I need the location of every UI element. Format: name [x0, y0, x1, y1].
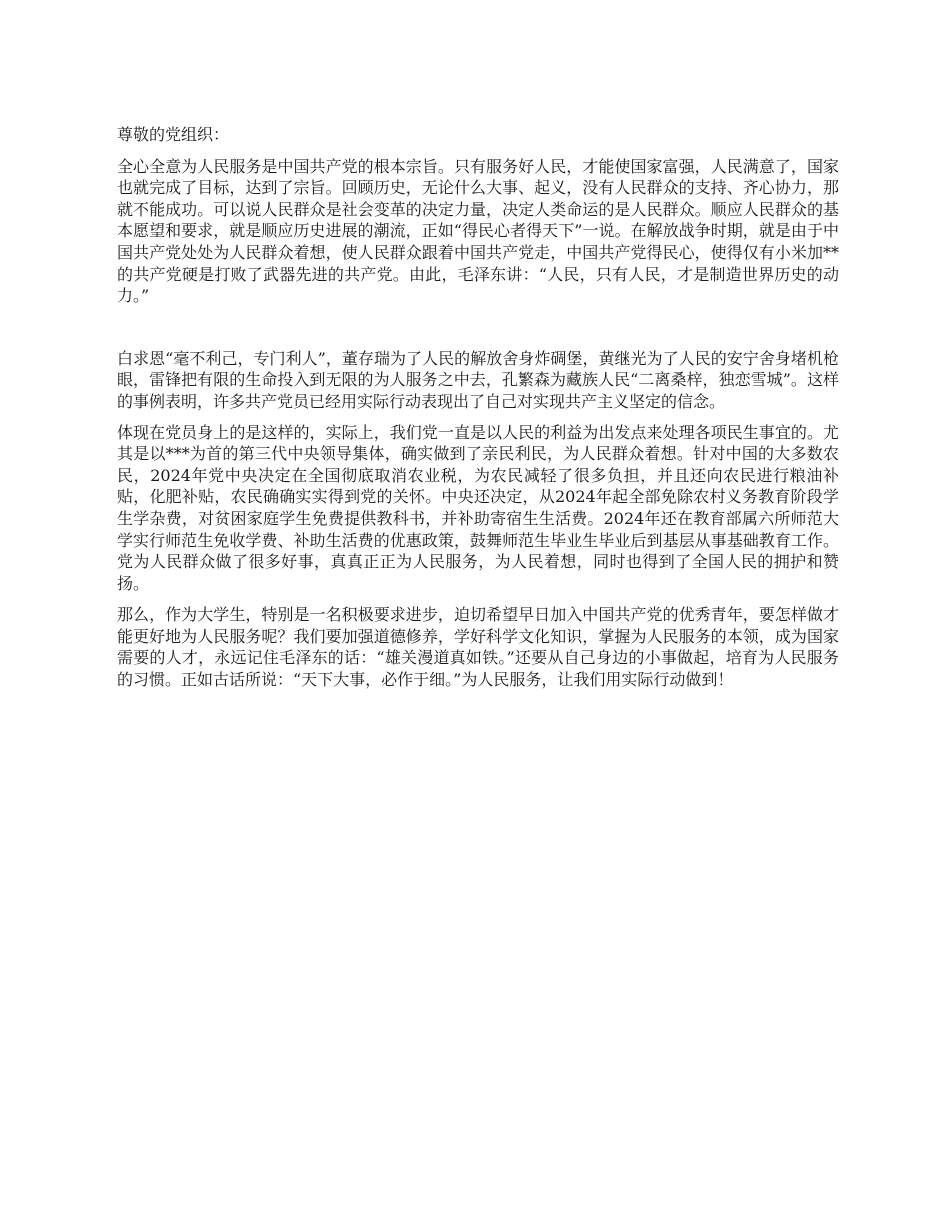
paragraph-4: 那么，作为大学生，特别是一名积极要求进步，迫切希望早日加入中国共产党的优秀青年，要怎样做才能更好地为人民服务呢？我们要加强道德修养，学好科学文化知识，掌握为人民服务的本领，成为国家需要的人才，永远记住毛泽东的话：“雄关漫道真如铁。”还要从自己身边的小事做起，培育为人民服务的习惯。正如古话所说：“天下大事，必作于细。”为人民服务，让我们用实际行动做到！ [117, 605, 839, 690]
greeting: 尊敬的党组织： [117, 125, 230, 144]
paragraph-2: 白求恩“毫不利己，专门利人”，董存瑞为了人民的解放舍身炸碉堡，黄继光为了人民的安宁舍身堵机枪眼，雷锋把有限的生命投入到无限的为人服务之中去，孔繁森为藏族人民“二离桑梓，独恋雪城”。这样的事例表明，许多共产党员已经用实际行动表现出了自己对实现共产主义坚定的信念。 [117, 348, 839, 411]
paragraph-1: 全心全意为人民服务是中国共产党的根本宗旨。只有服务好人民，才能使国家富强，人民满意了，国家也就完成了目标，达到了宗旨。回顾历史，无论什么大事、起义，没有人民群众的支持、齐心协力，那就不能成功。可以说人民群众是社会变革的决定力量，决定人类命运的是人民群众。顺应人民群众的基本愿望和要求，就是顺应历史进展的潮流，正如“得民心者得天下”一说。在解放战争时期，就是由于中国共产党处处为人民群众着想，使人民群众跟着中国共产党走，中国共产党得民心，使得仅有小米加**的共产党硬是打败了武器先进的共产党。由此，毛泽东讲：“人民，只有人民，才是制造世界历史的动力。” [117, 156, 839, 306]
letter-body [117, 118, 839, 691]
paragraph-3: 体现在党员身上的是这样的，实际上，我们党一直是以人民的利益为出发点来处理各项民生事宜的。尤其是以***为首的第三代中央领导集体，确实做到了亲民利民，为人民群众着想。针对中国的大多数农民，2024年党中央决定在全国彻底取消农业税，为农民减轻了很多负担，并且还向农民进行粮油补贴，化肥补贴，农民确确实实得到党的关怀。中央还决定，从2024年起全部免除农村义务教育阶段学生学杂费，对贫困家庭学生免费提供教科书，并补助寄宿生生活费。2024年还在教育部属六所师范大学实行师范生免收学费、补助生活费的优惠政策，鼓舞师范生毕业生毕业后到基层从事基础教育工作。党为人民群众做了很多好事，真真正正为人民服务，为人民着想，同时也得到了全国人民的拥护和赞扬。 [117, 422, 839, 593]
